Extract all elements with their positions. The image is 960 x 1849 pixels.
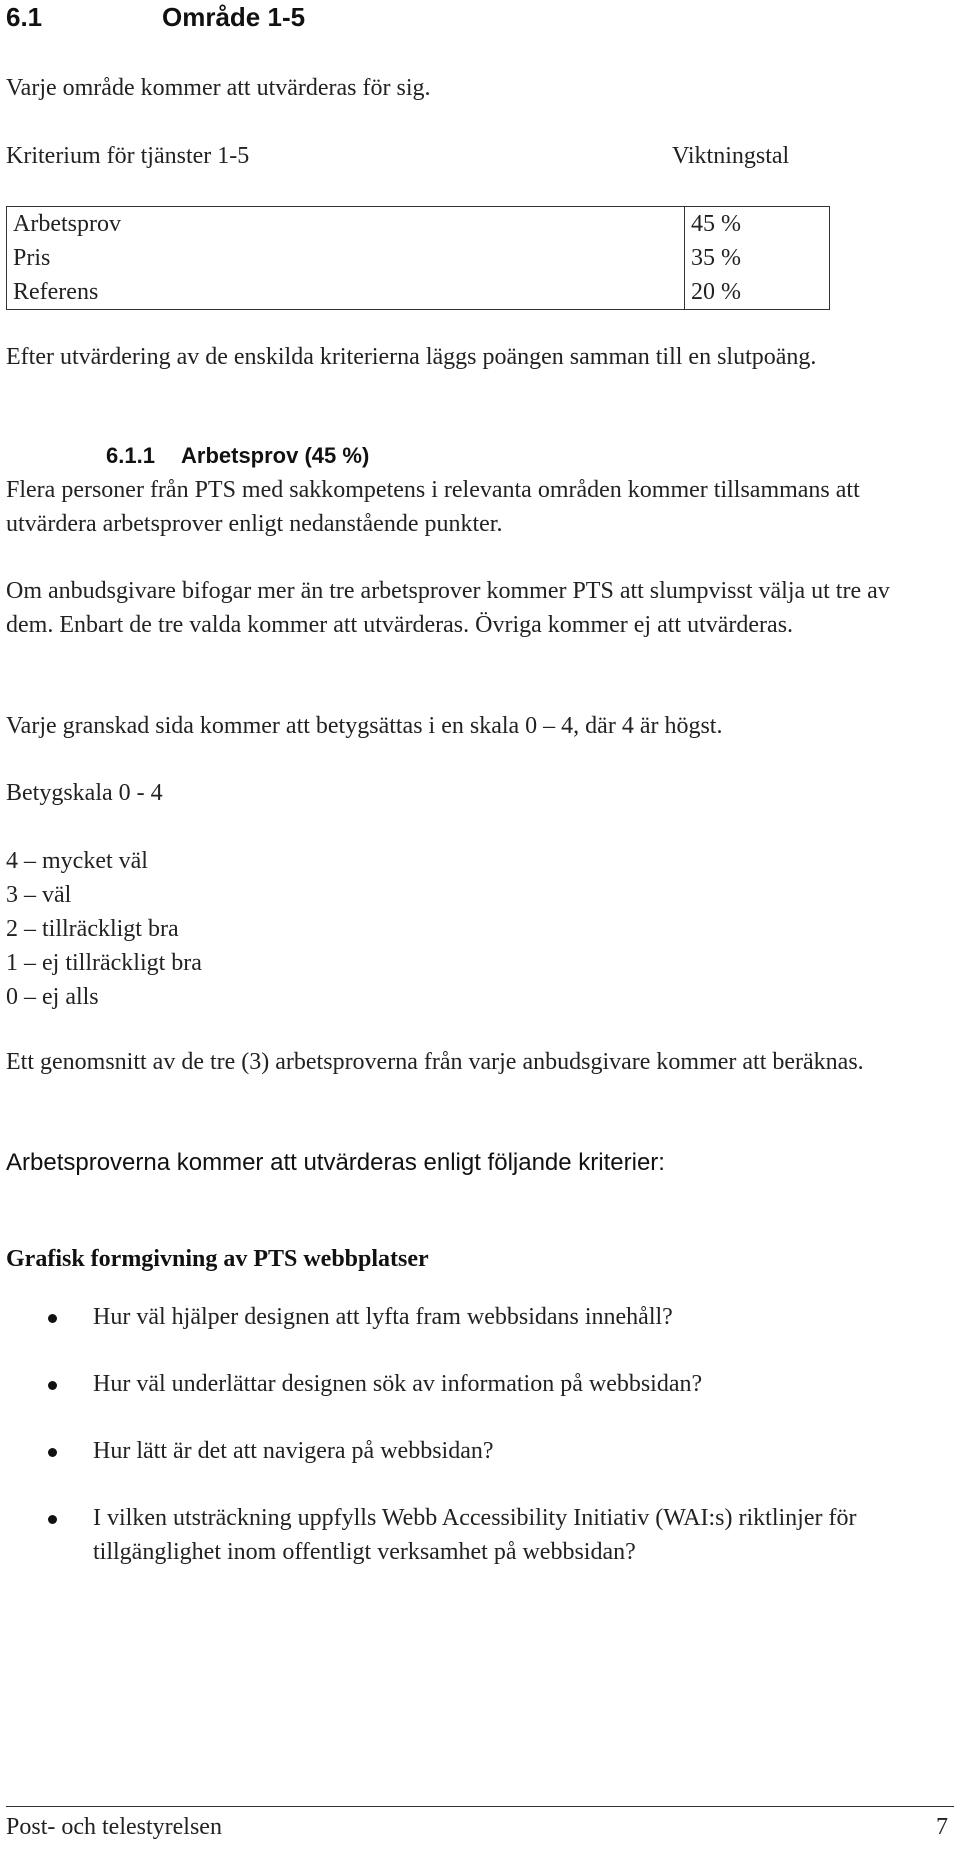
footer-divider (6, 1806, 954, 1807)
design-subheading: Grafisk formgivning av PTS webbplatser (6, 1246, 429, 1272)
table-row (7, 207, 830, 242)
intro-text: Varje område kommer att utvärderas för sig. (6, 75, 431, 101)
paragraph: Om anbudsgivare bifogar mer än tre arbetsprover kommer PTS att slumpvisst välja ut tre av dem. Enbart de tre valda kommer att utvärderas. Övriga kommer ej att utvärderas. (6, 578, 890, 638)
after-table-text: Efter utvärdering av de enskilda kriterierna läggs poängen samman till en slutpoäng. (6, 344, 817, 370)
scale-item: 2 – tillräckligt bra (6, 916, 179, 942)
criterion-cell: Referens (7, 275, 685, 310)
section-heading (6, 0, 305, 34)
bullet-icon (48, 1448, 57, 1457)
average-text: Ett genomsnitt av de tre (3) arbetsproverna från varje anbudsgivare kommer att beräknas. (6, 1049, 864, 1075)
list-item (0, 1501, 900, 1569)
footer-organization: Post- och telestyrelsen (6, 1814, 222, 1840)
subsection-title: Arbetsprov (45 %) (181, 443, 370, 468)
scale-heading: Betygskala 0 - 4 (6, 780, 163, 806)
scale-item: 1 – ej tillräckligt bra (6, 950, 202, 976)
scale-item: 4 – mycket väl (6, 848, 148, 874)
bullet-icon (48, 1314, 57, 1323)
scale-item: 0 – ej alls (6, 984, 99, 1010)
paragraph: Flera personer från PTS med sakkompetens i relevanta områden kommer tillsammans att utvärdera arbetsprover enligt nedanstående punkter. (6, 477, 860, 537)
subsection-number: 6.1.1 (106, 443, 155, 468)
table-row (7, 275, 830, 310)
list-item-text: Hur lätt är det att navigera på webbsidan? (93, 1438, 494, 1464)
list-item (0, 1300, 900, 1334)
list-item (0, 1367, 900, 1401)
weight-cell: 45 % (685, 207, 830, 242)
list-item-text: Hur väl underlättar designen sök av information på webbsidan? (93, 1371, 703, 1397)
table-header-weight: Viktningstal (672, 143, 790, 169)
criteria-table (6, 206, 830, 310)
design-criteria-list (0, 1300, 900, 1602)
list-item-text: Hur väl hjälper designen att lyfta fram webbsidans innehåll? (93, 1304, 673, 1330)
weight-cell: 35 % (685, 241, 830, 275)
bullet-icon (48, 1515, 57, 1524)
grade-scale-list (6, 844, 202, 1014)
list-item (0, 1434, 900, 1468)
weight-cell: 20 % (685, 275, 830, 310)
list-item-text: I vilken utsträckning uppfylls Webb Accessibility Initiativ (WAI:s) riktlinjer för tillgänglighet inom offentligt verksamhet på webbsidan? (93, 1505, 857, 1565)
bullet-icon (48, 1381, 57, 1390)
table-header-criterion: Kriterium för tjänster 1-5 (6, 143, 250, 169)
subsection-heading (106, 439, 369, 473)
table-row (7, 241, 830, 275)
section-number: 6.1 (6, 2, 43, 32)
paragraph: Varje granskad sida kommer att betygsättas i en skala 0 – 4, där 4 är högst. (6, 713, 723, 739)
criterion-cell: Pris (7, 241, 685, 275)
scale-item: 3 – väl (6, 882, 72, 908)
page-number: 7 (936, 1814, 948, 1840)
criteria-intro: Arbetsproverna kommer att utvärderas enligt följande kriterier: (6, 1149, 665, 1176)
criterion-cell: Arbetsprov (7, 207, 685, 242)
section-title: Område 1-5 (162, 2, 306, 32)
